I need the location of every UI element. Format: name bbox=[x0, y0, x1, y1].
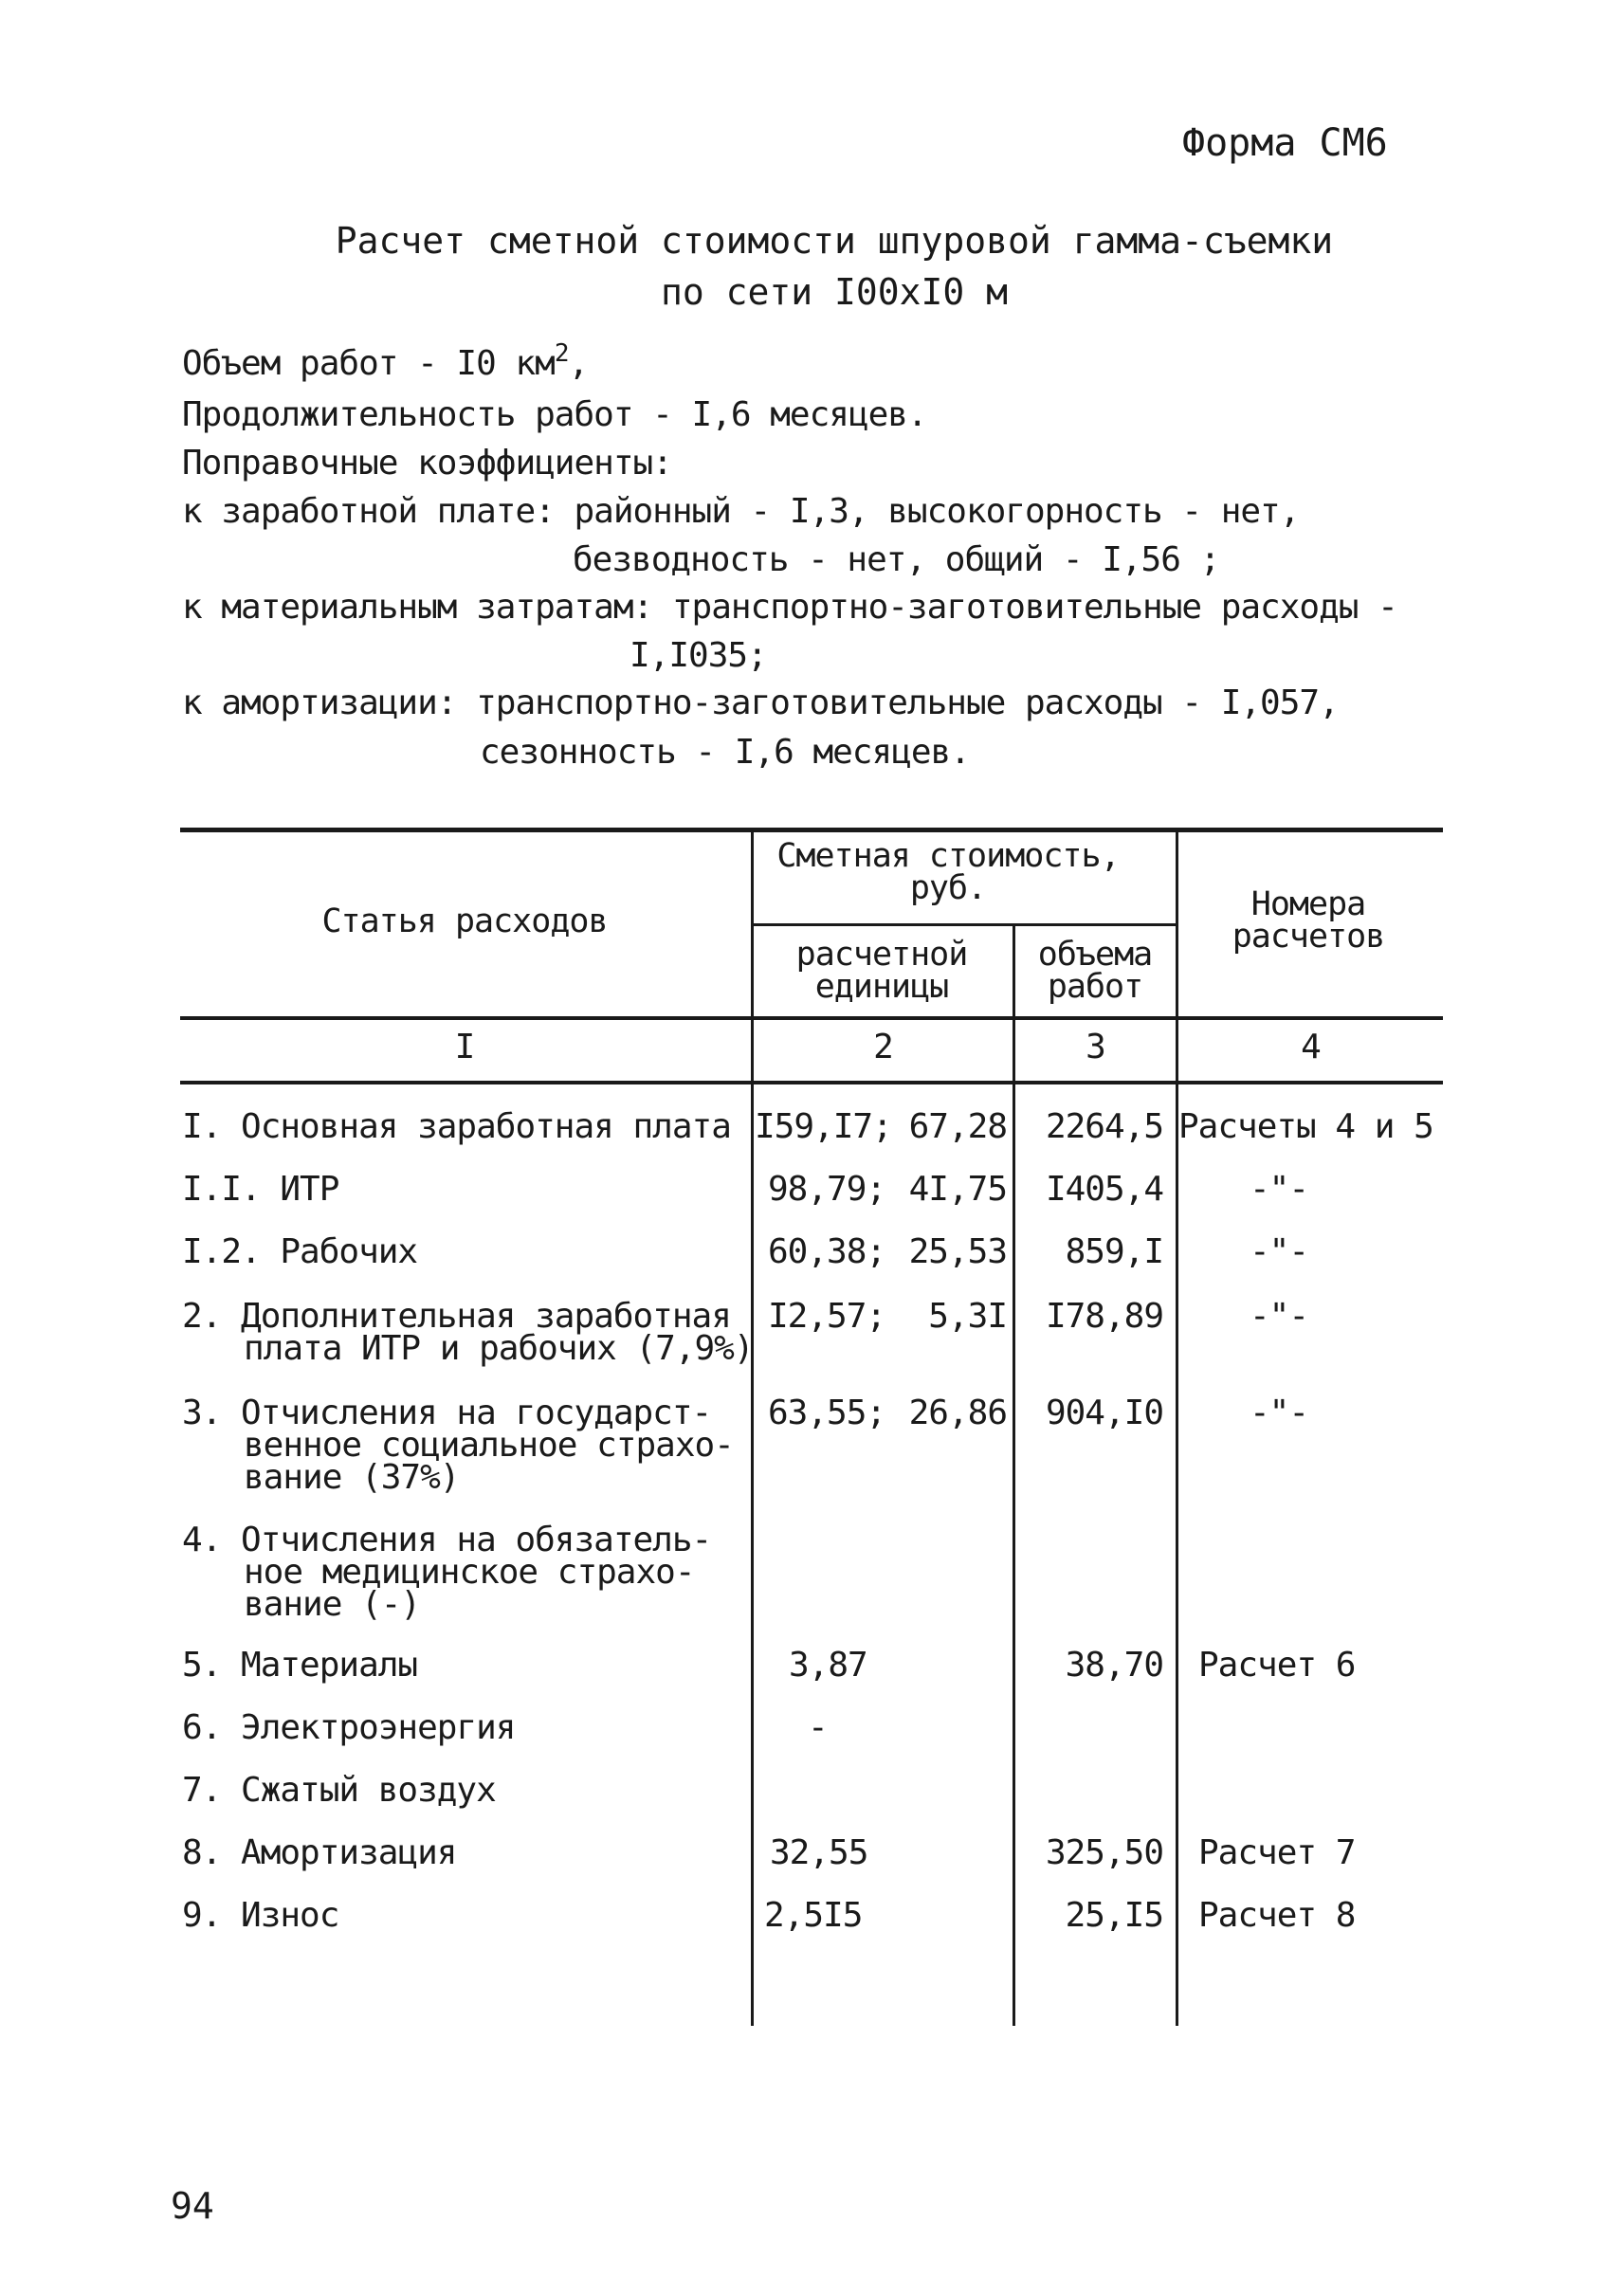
row-item-line: 6. Электроэнергия bbox=[182, 1708, 516, 1747]
header-expense-item: Статья расходов bbox=[321, 902, 608, 940]
row-total: 904,I0 bbox=[1045, 1394, 1163, 1432]
row-unit-b: 5,3I bbox=[928, 1297, 1007, 1336]
row-ref: Расчет 7 bbox=[1198, 1833, 1356, 1872]
row-total: 325,50 bbox=[1045, 1833, 1163, 1872]
header-estimated-cost: Сметная стоимость, руб. bbox=[776, 837, 1120, 907]
row-unit-a: - bbox=[808, 1708, 828, 1747]
row-unit-a: 60,38; bbox=[768, 1232, 886, 1271]
row-unit-a: I59,I7; bbox=[755, 1107, 892, 1146]
row-unit-a: 63,55; bbox=[768, 1394, 886, 1432]
work-volume bbox=[182, 339, 589, 383]
row-total: 38,70 bbox=[1065, 1646, 1163, 1685]
column-number-4: 4 bbox=[1301, 1028, 1321, 1066]
document-title-line2: по сети I00xI0 м bbox=[660, 271, 1009, 313]
table-top-rule bbox=[180, 828, 1443, 832]
row-ref: -"- bbox=[1250, 1170, 1309, 1209]
row-total: 25,I5 bbox=[1065, 1896, 1163, 1935]
work-volume-suffix: , bbox=[568, 344, 589, 383]
column-divider-1 bbox=[751, 829, 754, 2026]
row-item-line: I.2. Рабочих bbox=[182, 1232, 418, 1271]
amortization-coefficients-line1: к амортизации: транспортно-заготовительные расходы - I,057, bbox=[182, 683, 1339, 722]
work-volume-text: Объем работ - I0 км bbox=[182, 344, 555, 383]
salary-coefficients-line1: к заработной плате: районный - I,3, высокогорность - нет, bbox=[182, 492, 1300, 531]
materials-coefficients-line1: к материальным затратам: транспортно-заготовительные расходы - bbox=[182, 588, 1397, 627]
row-item-line: 5. Материалы bbox=[182, 1646, 418, 1685]
header-total-volume: объема работ bbox=[1037, 936, 1153, 1006]
amortization-coefficients-line2: сезонность - I,6 месяцев. bbox=[480, 733, 970, 772]
row-unit-b: 67,28 bbox=[908, 1107, 1007, 1146]
page-number: 94 bbox=[171, 2185, 214, 2227]
row-unit-a: 2,5I5 bbox=[764, 1896, 863, 1935]
row-ref: -"- bbox=[1250, 1297, 1309, 1336]
row-item-line: I.I. ИТР bbox=[182, 1170, 339, 1209]
row-unit-b: 25,53 bbox=[908, 1232, 1007, 1271]
column-numbers-rule bbox=[180, 1081, 1443, 1084]
header-calc-numbers: Номера расчетов bbox=[1232, 885, 1385, 956]
row-ref: -"- bbox=[1250, 1394, 1309, 1432]
column-divider-3 bbox=[1176, 829, 1178, 2026]
row-item-line: вание (37%) bbox=[244, 1458, 460, 1497]
row-unit-a: 3,87 bbox=[789, 1646, 867, 1685]
row-total: I405,4 bbox=[1045, 1170, 1163, 1209]
header-bottom-rule bbox=[180, 1016, 1443, 1020]
column-number-2: 2 bbox=[873, 1028, 893, 1066]
row-item-line: плата ИТР и рабочих (7,9%) bbox=[244, 1329, 754, 1368]
work-duration: Продолжительность работ - I,6 месяцев. bbox=[182, 395, 927, 434]
materials-coefficients-line2: I,I035; bbox=[630, 636, 767, 675]
row-unit-a: I2,57; bbox=[768, 1297, 886, 1336]
row-item-line: ное медицинское страхо- bbox=[244, 1553, 695, 1592]
header-per-unit: расчетной единицы bbox=[795, 936, 968, 1006]
row-ref: Расчет 8 bbox=[1198, 1896, 1356, 1935]
row-item-line: 8. Амортизация bbox=[182, 1833, 457, 1872]
row-item-line: 2. Дополнительная заработная bbox=[182, 1297, 731, 1336]
form-label: Форма СМ6 bbox=[1182, 121, 1388, 165]
row-unit-a: 32,55 bbox=[770, 1833, 868, 1872]
row-ref: Расчеты 4 и 5 bbox=[1178, 1107, 1433, 1146]
salary-coefficients-line2: безводность - нет, общий - I,56 ; bbox=[573, 540, 1220, 579]
cost-subheader-rule bbox=[751, 923, 1176, 926]
row-unit-a: 98,79; bbox=[768, 1170, 886, 1209]
row-total: I78,89 bbox=[1045, 1297, 1163, 1336]
column-number-3: 3 bbox=[1086, 1028, 1105, 1066]
coefficients-header: Поправочные коэффициенты: bbox=[182, 444, 672, 483]
column-number-1: I bbox=[454, 1028, 475, 1066]
work-volume-exponent: 2 bbox=[554, 339, 569, 368]
row-total: 2264,5 bbox=[1045, 1107, 1163, 1146]
row-item-line: 9. Износ bbox=[182, 1896, 339, 1935]
row-total: 859,I bbox=[1065, 1232, 1163, 1271]
row-item-line: I. Основная заработная плата bbox=[182, 1107, 731, 1146]
row-unit-b: 26,86 bbox=[908, 1394, 1007, 1432]
row-item-line: 4. Отчисления на обязатель- bbox=[182, 1521, 712, 1559]
row-item-line: 3. Отчисления на государст- bbox=[182, 1394, 712, 1432]
row-item-line: вание (-) bbox=[244, 1585, 421, 1624]
row-ref: Расчет 6 bbox=[1198, 1646, 1356, 1685]
document-title-line1: Расчет сметной стоимости шпуровой гамма-съемки bbox=[335, 220, 1334, 262]
row-item-line: венное социальное страхо- bbox=[244, 1426, 734, 1465]
row-unit-b: 4I,75 bbox=[908, 1170, 1007, 1209]
row-item-line: 7. Сжатый воздух bbox=[182, 1771, 496, 1810]
row-ref: -"- bbox=[1250, 1232, 1309, 1271]
